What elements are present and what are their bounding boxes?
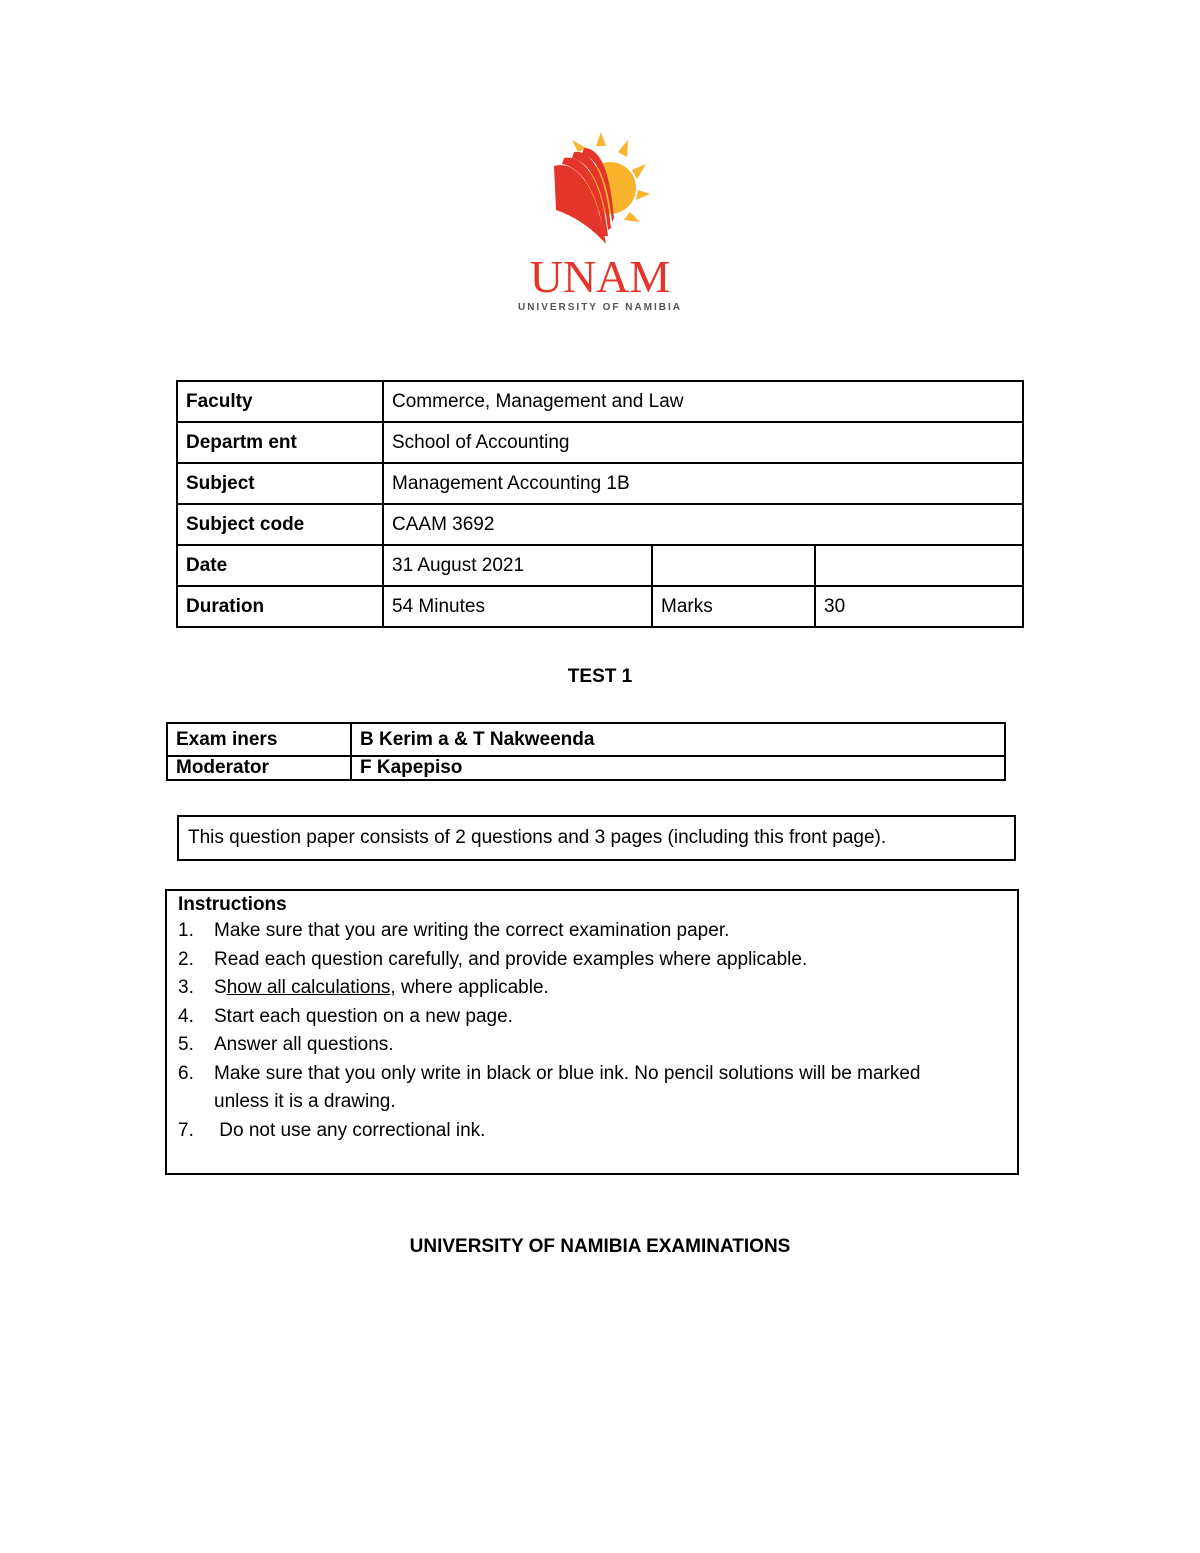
list-item [178, 1031, 1007, 1060]
item-number: 6. [178, 1062, 194, 1084]
table-row [177, 463, 1023, 504]
exam-details-table [176, 380, 1024, 628]
marks-value: 30 [815, 586, 1023, 627]
duration-value: 54 Minutes [383, 586, 652, 627]
empty-cell [652, 545, 815, 586]
department-label: Departm ent [177, 422, 383, 463]
table-row [177, 586, 1023, 627]
test-title: TEST 1 [567, 666, 633, 687]
instructions-box [165, 889, 1019, 1175]
moderator-label: Moderator [167, 756, 351, 780]
faculty-label: Faculty [177, 381, 383, 422]
list-item [178, 1060, 1007, 1117]
moderator-value: F Kapepiso [351, 756, 1005, 780]
empty-cell [815, 545, 1023, 586]
date-value: 31 August 2021 [383, 545, 652, 586]
item-text: Answer all questions. [214, 1034, 394, 1055]
item-text-end: , where applicable. [390, 977, 549, 998]
underlined-text: how all calculations [226, 977, 391, 998]
subject-value: Management Accounting 1B [383, 463, 1023, 504]
item-text: Make sure that you only write in black or blue ink. No pencil solutions will be marked unless it is a drawing. [214, 1062, 921, 1112]
instructions-title: Instructions [178, 894, 287, 915]
table-row [167, 756, 1005, 780]
paper-composition-text: This question paper consists of 2 questions and 3 pages (including this front page). [188, 827, 887, 848]
item-number: 7. [178, 1119, 194, 1141]
department-value: School of Accounting [383, 422, 1023, 463]
item-number: 2. [178, 948, 194, 970]
list-item [178, 946, 1007, 975]
table-row [177, 381, 1023, 422]
item-text: Start each question on a new page. [214, 1005, 513, 1027]
item-text-start: S [214, 977, 227, 998]
footer-title: UNIVERSITY OF NAMIBIA EXAMINATIONS [409, 1236, 791, 1257]
table-row [177, 545, 1023, 586]
list-item [178, 1117, 1007, 1146]
item-text: Read each question carefully, and provide examples where applicable. [214, 948, 808, 970]
examiners-label: Exam iners [167, 723, 351, 756]
table-row [167, 723, 1005, 756]
item-number: 1. [178, 920, 194, 941]
list-item [178, 974, 1007, 1003]
duration-label: Duration [177, 586, 383, 627]
paper-composition-note [177, 815, 1016, 861]
logo-subtitle: UNIVERSITY OF NAMIBIA [517, 302, 683, 313]
subject-code-label: Subject code [177, 504, 383, 545]
examiners-table [166, 722, 1006, 781]
table-row [177, 504, 1023, 545]
list-item [178, 917, 1007, 946]
list-item [178, 1003, 1007, 1032]
item-number: 3. [178, 977, 194, 998]
examiners-value: B Kerim a & T Nakweenda [351, 723, 1005, 756]
subject-code-value: CAAM 3692 [383, 504, 1023, 545]
date-label: Date [177, 545, 383, 586]
item-text: Make sure that you are writing the correct examination paper. [214, 920, 730, 941]
subject-label: Subject [177, 463, 383, 504]
faculty-value: Commerce, Management and Law [383, 381, 1023, 422]
marks-label: Marks [652, 586, 815, 627]
unam-logo [516, 132, 686, 314]
item-number: 4. [178, 1005, 194, 1027]
item-number: 5. [178, 1034, 194, 1055]
item-text [214, 974, 549, 1003]
logo-wordmark: UNAM [529, 251, 671, 302]
item-text: Do not use any correctional ink. [214, 1119, 486, 1141]
book-sun-icon [516, 132, 686, 314]
table-row [177, 422, 1023, 463]
